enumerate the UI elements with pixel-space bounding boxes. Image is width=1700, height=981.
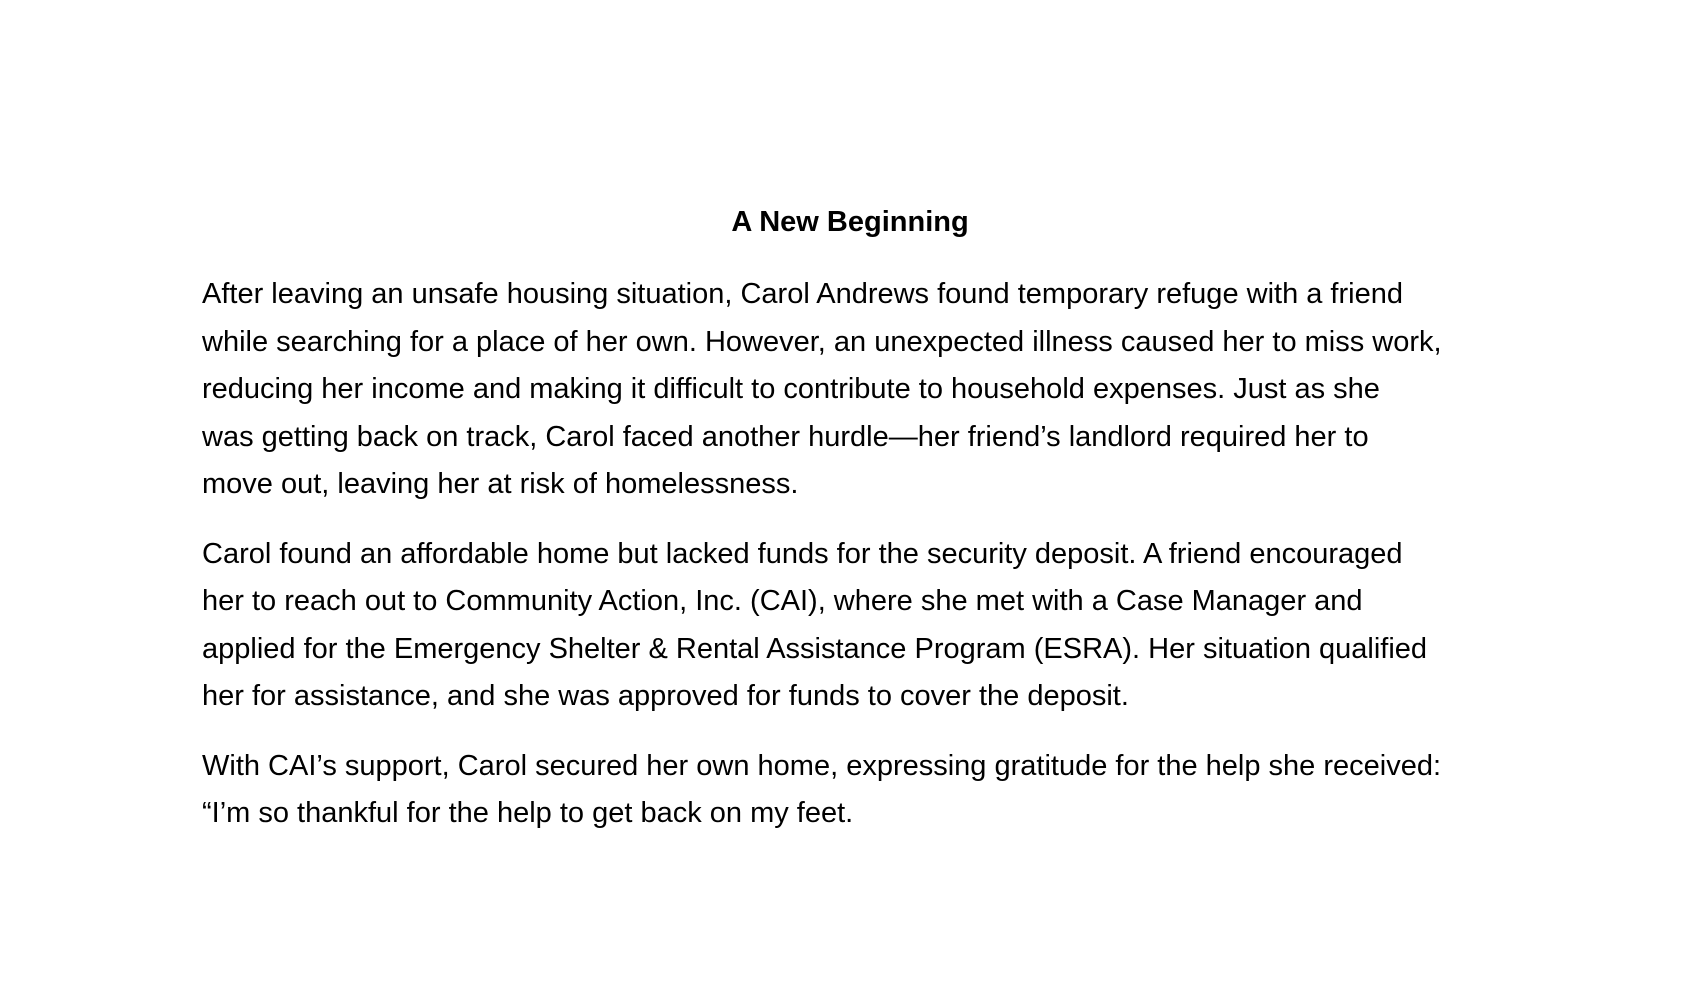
paragraph-line: move out, leaving her at risk of homelessness. — [202, 468, 799, 500]
paragraph-line: With CAI’s support, Carol secured her own home, expressing gratitude for the help she received: — [202, 749, 1442, 782]
paragraph-line: After leaving an unsafe housing situation, Carol Andrews found temporary refuge with a friend — [202, 278, 1403, 310]
paragraph-line: Carol found an affordable home but lacked funds for the security deposit. A friend encouraged — [202, 537, 1403, 570]
paragraph-line: reducing her income and making it difficult to contribute to household expenses. Just as she — [202, 373, 1380, 405]
paragraph-1 — [202, 271, 1522, 509]
paragraph-line: “I’m so thankful for the help to get back on my feet. — [202, 797, 854, 829]
paragraph-3 — [202, 743, 1522, 838]
paragraph-line: her to reach out to Community Action, Inc. (CAI), where she met with a Case Manager and — [202, 585, 1363, 617]
document-body — [202, 271, 1522, 860]
paragraph-line: was getting back on track, Carol faced another hurdle—her friend’s landlord required her to — [202, 420, 1369, 453]
paragraph-line: while searching for a place of her own. However, an unexpected illness caused her to miss work, — [202, 325, 1442, 358]
paragraph-line: applied for the Emergency Shelter & Rental Assistance Program (ESRA). Her situation qualified — [202, 632, 1428, 665]
paragraph-line: her for assistance, and she was approved for funds to cover the deposit. — [202, 680, 1129, 712]
paragraph-2 — [202, 531, 1522, 721]
document-title: A New Beginning — [731, 206, 969, 238]
